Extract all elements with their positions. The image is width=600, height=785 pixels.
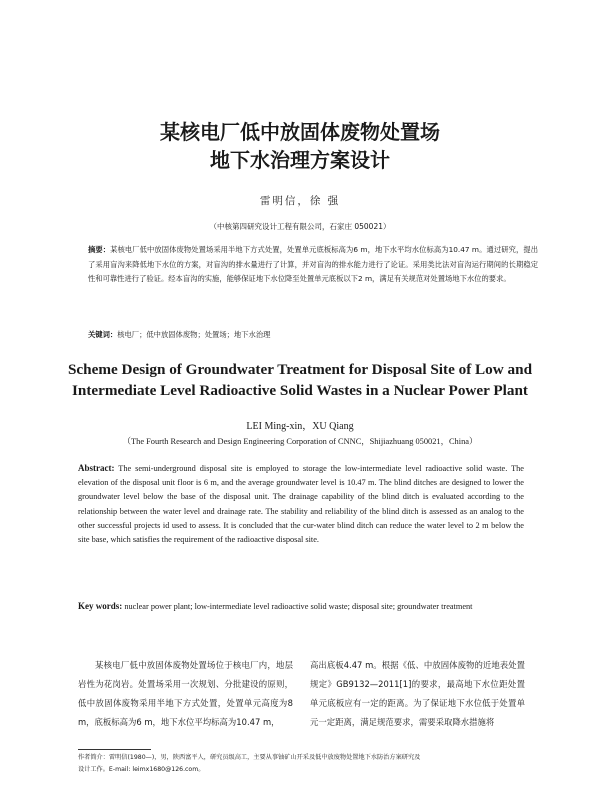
english-title — [40, 359, 560, 401]
english-title-line-2: Intermediate Level Radioactive Solid Wastes in a Nuclear Power Plant — [71, 382, 528, 399]
english-title-line-1: Scheme Design of Groundwater Treatment for Disposal Site of Low and — [67, 361, 533, 378]
footnote-line-2: 设计工作。E-mail: leimx1680@126.com。 — [78, 766, 205, 773]
english-affiliation: （The Fourth Research and Design Engineering Corporation of CNNC，Shijiazhuang 050021，China） — [122, 437, 478, 446]
author-footnote — [78, 752, 538, 776]
chinese-authors: 雷明信，徐 强 — [259, 195, 341, 207]
chinese-title-line-1: 某核电厂低中放固体废物处置场 — [160, 120, 440, 144]
chinese-abstract — [88, 243, 538, 287]
english-abstract — [78, 461, 524, 547]
chinese-keywords-label: 关键词： — [88, 330, 118, 339]
english-keywords-text: nuclear power plant; low-intermediate level radioactive solid waste; disposal site; groundwater treatment — [124, 602, 473, 611]
chinese-title-line-2: 地下水治理方案设计 — [210, 148, 390, 172]
english-abstract-text: The semi-underground disposal site is employed to storage the low-intermediate level radioactive solid waste. The elevation of the disposal unit floor is 6 m, and the average groundwater level is 10.47 m. The blind ditches are designed to lower the groundwater level below the base of the disposal unit. The drainage capability of the blind ditch is evaluated according to the relationship between the water level and drainage rate. The stability and reliability of the blind ditch is assessed as an analog to the other successful projects id used to assess. It is concluded that the cur-water blind ditch can reduce the water level to 2 m below the site base, which satisfies the requirement of the radioactive disposal site. — [78, 464, 524, 545]
body-left-column: 某核电厂低中放固体废物处置场位于核电厂内，地层岩性为花岗岩。处置场采用一次规划、分批建设的原则，低中放固体废物采用半地下方式处置，处置单元高度为8 m，底板标高为6 m，地下水位平均标高为10.47 m， — [78, 660, 293, 727]
chinese-keywords — [88, 330, 538, 340]
chinese-abstract-text: 某核电厂低中放固体废物处置场采用半地下方式处置，处置单元底板标高为6 m，地下水平均水位标高为10.47 m。通过研究，提出了采用盲沟来降低地下水位的方案，对盲沟的排水量进行了计算，并对盲沟的排水能力进行了论证。采用类比法对盲沟运行期间的长期稳定性和可靠性进行了验证。经本盲沟的实施，能够保证地下水位降至处置单元底板以下2 m，满足有关规范对处置场地下水位的要求。 — [88, 245, 539, 283]
chinese-affiliation: （中核第四研究设计工程有限公司，石家庄 050021） — [209, 222, 391, 231]
english-keywords-label: Key words: — [78, 601, 123, 611]
english-keywords — [78, 599, 524, 614]
chinese-abstract-label: 摘要： — [88, 245, 111, 254]
english-authors: LEI Ming-xin，XU Qiang — [246, 421, 354, 432]
chinese-keywords-text: 核电厂；低中放固体废物；处置场；地下水治理 — [117, 330, 271, 339]
footnote-line-1: 作者简介：雷明信(1980—)，男，陕西富平人，研究员级高工，主要从事铀矿山开采及低中放废物处置地下水防治方案研究及 — [78, 754, 421, 761]
english-abstract-label: Abstract: — [78, 463, 115, 473]
body-right-column: 高出底板4.47 m。根据《低、中放固体废物的近地表处置规定》GB9132—2011[1]的要求，最高地下水位距处置单元底板应有一定的距离。为了保证地下水位低于处置单元一定距离，满足规范要求，需要采取降水措施将 — [310, 660, 525, 727]
footnote-divider — [78, 749, 151, 750]
